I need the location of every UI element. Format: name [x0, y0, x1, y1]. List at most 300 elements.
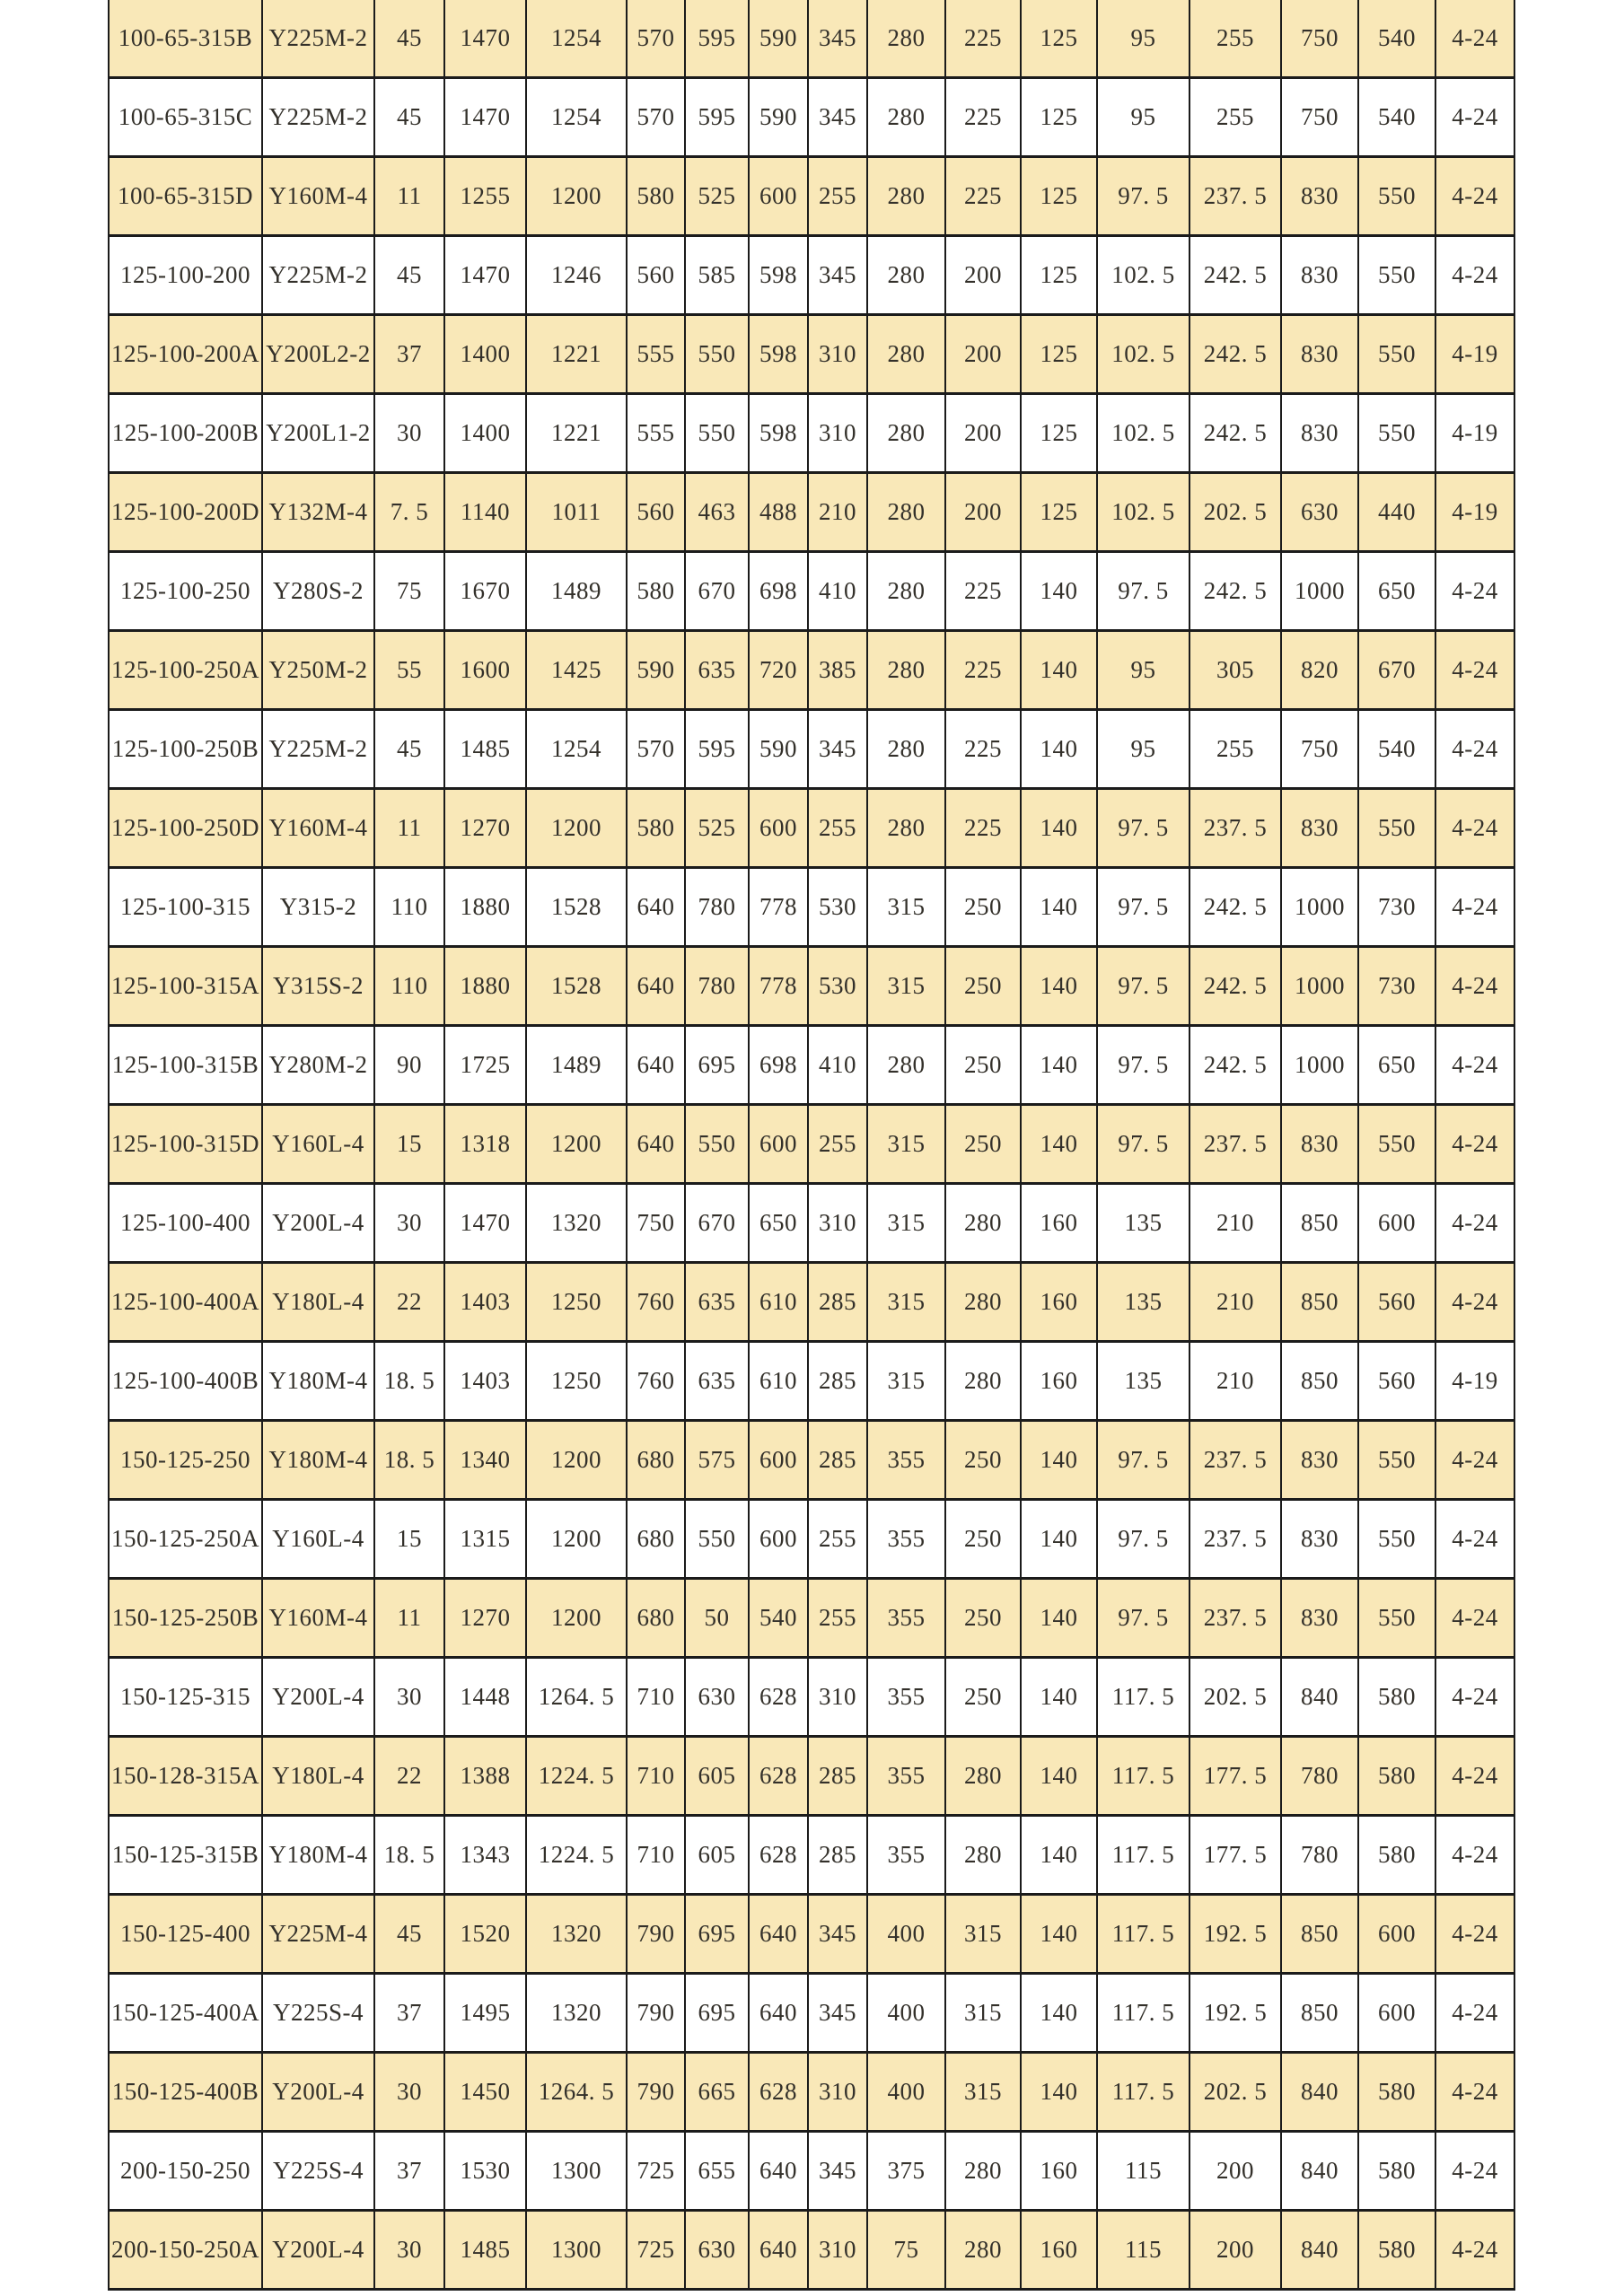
motor-model-cell: Y160M-4: [262, 789, 374, 868]
table-cell: 595: [685, 710, 749, 789]
table-cell: 117. 5: [1097, 1974, 1189, 2053]
table-cell: 45: [374, 0, 444, 78]
pump-model-cell: 125-100-250: [109, 552, 262, 631]
table-cell: 850: [1281, 1263, 1358, 1342]
motor-model-cell: Y180M-4: [262, 1421, 374, 1500]
table-cell: 210: [1189, 1184, 1281, 1263]
table-cell: 580: [627, 789, 685, 868]
table-cell: 635: [685, 631, 749, 710]
table-cell: 1388: [444, 1737, 526, 1816]
table-cell: 1425: [526, 631, 627, 710]
table-cell: 1140: [444, 473, 526, 552]
table-cell: 4-24: [1435, 157, 1514, 236]
table-cell: 4-24: [1435, 1658, 1514, 1737]
table-cell: 37: [374, 315, 444, 394]
table-cell: 225: [945, 789, 1021, 868]
table-row: [109, 1421, 1514, 1500]
table-cell: 255: [1189, 78, 1281, 157]
table-cell: 850: [1281, 1184, 1358, 1263]
table-cell: 1489: [526, 1026, 627, 1105]
table-cell: 628: [749, 1816, 808, 1895]
table-cell: 4-24: [1435, 1895, 1514, 1974]
table-cell: 255: [808, 789, 867, 868]
table-cell: 1224. 5: [526, 1816, 627, 1895]
motor-model-cell: Y225M-2: [262, 710, 374, 789]
table-cell: 345: [808, 1895, 867, 1974]
table-cell: 285: [808, 1263, 867, 1342]
table-cell: 610: [749, 1263, 808, 1342]
table-cell: 310: [808, 1658, 867, 1737]
table-cell: 680: [627, 1579, 685, 1658]
motor-model-cell: Y200L-4: [262, 2053, 374, 2132]
motor-model-cell: Y200L1-2: [262, 394, 374, 473]
table-cell: 550: [1358, 394, 1435, 473]
table-cell: 580: [627, 552, 685, 631]
table-cell: 140: [1021, 1421, 1097, 1500]
table-cell: 280: [945, 1816, 1021, 1895]
table-cell: 140: [1021, 2053, 1097, 2132]
table-cell: 117. 5: [1097, 1816, 1189, 1895]
table-cell: 385: [808, 631, 867, 710]
table-cell: 760: [627, 1342, 685, 1421]
pump-model-cell: 150-125-250: [109, 1421, 262, 1500]
table-cell: 725: [627, 2211, 685, 2290]
table-cell: 570: [627, 0, 685, 78]
table-cell: 830: [1281, 1579, 1358, 1658]
table-cell: 202. 5: [1189, 1658, 1281, 1737]
table-cell: 140: [1021, 1895, 1097, 1974]
table-cell: 725: [627, 2132, 685, 2211]
table-row: [109, 473, 1514, 552]
pump-model-cell: 125-100-315B: [109, 1026, 262, 1105]
table-row: [109, 1263, 1514, 1342]
table-cell: 550: [1358, 315, 1435, 394]
table-cell: 670: [685, 1184, 749, 1263]
table-cell: 550: [1358, 1105, 1435, 1184]
table-cell: 250: [945, 1026, 1021, 1105]
table-cell: 75: [374, 552, 444, 631]
table-cell: 1343: [444, 1816, 526, 1895]
table-cell: 18. 5: [374, 1342, 444, 1421]
table-cell: 600: [1358, 1895, 1435, 1974]
table-cell: 110: [374, 947, 444, 1026]
table-cell: 640: [749, 1974, 808, 2053]
table-cell: 315: [867, 1342, 945, 1421]
table-cell: 655: [685, 2132, 749, 2211]
table-cell: 140: [1021, 868, 1097, 947]
table-cell: 4-24: [1435, 1737, 1514, 1816]
table-cell: 665: [685, 2053, 749, 2132]
table-cell: 698: [749, 1026, 808, 1105]
table-cell: 4-24: [1435, 2211, 1514, 2290]
table-cell: 4-24: [1435, 2053, 1514, 2132]
table-cell: 780: [1281, 1737, 1358, 1816]
table-cell: 1250: [526, 1263, 627, 1342]
table-cell: 555: [627, 394, 685, 473]
table-cell: 4-24: [1435, 552, 1514, 631]
table-cell: 37: [374, 2132, 444, 2211]
table-cell: 1725: [444, 1026, 526, 1105]
table-cell: 97. 5: [1097, 947, 1189, 1026]
table-cell: 1320: [526, 1974, 627, 2053]
table-cell: 200: [945, 394, 1021, 473]
table-cell: 210: [1189, 1342, 1281, 1421]
table-cell: 255: [808, 1105, 867, 1184]
table-cell: 840: [1281, 2053, 1358, 2132]
table-cell: 750: [1281, 0, 1358, 78]
table-row: [109, 394, 1514, 473]
table-cell: 1000: [1281, 552, 1358, 631]
table-cell: 790: [627, 1974, 685, 2053]
motor-model-cell: Y200L-4: [262, 1184, 374, 1263]
table-cell: 1403: [444, 1342, 526, 1421]
motor-model-cell: Y200L-4: [262, 2211, 374, 2290]
table-cell: 550: [1358, 1421, 1435, 1500]
table-cell: 30: [374, 2053, 444, 2132]
table-cell: 97. 5: [1097, 1500, 1189, 1579]
motor-model-cell: Y280S-2: [262, 552, 374, 631]
table-row: [109, 552, 1514, 631]
motor-model-cell: Y160L-4: [262, 1105, 374, 1184]
table-cell: 790: [627, 2053, 685, 2132]
table-cell: 590: [627, 631, 685, 710]
table-cell: 250: [945, 1579, 1021, 1658]
pump-model-cell: 150-125-250B: [109, 1579, 262, 1658]
table-cell: 840: [1281, 1658, 1358, 1737]
table-cell: 1000: [1281, 1026, 1358, 1105]
table-cell: 355: [867, 1816, 945, 1895]
table-cell: 1270: [444, 1579, 526, 1658]
table-cell: 830: [1281, 394, 1358, 473]
table-cell: 200: [945, 315, 1021, 394]
table-cell: 280: [867, 552, 945, 631]
table-cell: 1000: [1281, 947, 1358, 1026]
table-cell: 680: [627, 1500, 685, 1579]
table-cell: 600: [1358, 1974, 1435, 2053]
table-cell: 4-24: [1435, 236, 1514, 315]
table-cell: 97. 5: [1097, 1105, 1189, 1184]
motor-model-cell: Y225M-2: [262, 78, 374, 157]
table-cell: 840: [1281, 2211, 1358, 2290]
table-cell: 90: [374, 1026, 444, 1105]
table-cell: 280: [867, 78, 945, 157]
table-cell: 242. 5: [1189, 1026, 1281, 1105]
table-cell: 550: [1358, 789, 1435, 868]
table-cell: 250: [945, 1421, 1021, 1500]
table-row: [109, 157, 1514, 236]
table-cell: 1315: [444, 1500, 526, 1579]
table-cell: 600: [749, 789, 808, 868]
table-cell: 140: [1021, 1974, 1097, 2053]
motor-model-cell: Y280M-2: [262, 1026, 374, 1105]
table-cell: 125: [1021, 0, 1097, 78]
table-cell: 730: [1358, 868, 1435, 947]
table-cell: 1200: [526, 789, 627, 868]
table-cell: 280: [867, 394, 945, 473]
table-cell: 4-24: [1435, 1579, 1514, 1658]
table-cell: 315: [945, 2053, 1021, 2132]
table-cell: 11: [374, 789, 444, 868]
table-cell: 1600: [444, 631, 526, 710]
pump-model-cell: 150-125-400A: [109, 1974, 262, 2053]
table-cell: 560: [627, 473, 685, 552]
table-cell: 540: [1358, 710, 1435, 789]
table-body: [109, 0, 1514, 2290]
table-cell: 550: [685, 1105, 749, 1184]
table-cell: 778: [749, 947, 808, 1026]
table-cell: 4-24: [1435, 1500, 1514, 1579]
table-cell: 780: [1281, 1816, 1358, 1895]
table-cell: 345: [808, 236, 867, 315]
pump-model-cell: 150-125-400B: [109, 2053, 262, 2132]
table-cell: 140: [1021, 789, 1097, 868]
table-cell: 30: [374, 394, 444, 473]
pump-model-cell: 125-100-200B: [109, 394, 262, 473]
table-cell: 628: [749, 1658, 808, 1737]
table-cell: 225: [945, 157, 1021, 236]
table-cell: 1246: [526, 236, 627, 315]
table-cell: 315: [867, 1184, 945, 1263]
table-cell: 555: [627, 315, 685, 394]
table-cell: 255: [808, 157, 867, 236]
table-row: [109, 1816, 1514, 1895]
table-cell: 830: [1281, 157, 1358, 236]
table-cell: 780: [685, 947, 749, 1026]
pump-model-cell: 125-100-250B: [109, 710, 262, 789]
table-cell: 600: [749, 1421, 808, 1500]
table-cell: 200: [1189, 2211, 1281, 2290]
table-cell: 1320: [526, 1184, 627, 1263]
pump-model-cell: 100-65-315D: [109, 157, 262, 236]
table-cell: 237. 5: [1189, 789, 1281, 868]
table-cell: 4-24: [1435, 1421, 1514, 1500]
table-cell: 1485: [444, 710, 526, 789]
table-cell: 750: [627, 1184, 685, 1263]
table-cell: 635: [685, 1263, 749, 1342]
table-row: [109, 1342, 1514, 1421]
table-row: [109, 1974, 1514, 2053]
table-cell: 1255: [444, 157, 526, 236]
table-cell: 4-24: [1435, 0, 1514, 78]
table-cell: 125: [1021, 473, 1097, 552]
table-cell: 1221: [526, 315, 627, 394]
table-cell: 640: [627, 947, 685, 1026]
table-cell: 1470: [444, 78, 526, 157]
table-cell: 590: [749, 0, 808, 78]
table-cell: 117. 5: [1097, 1658, 1189, 1737]
table-cell: 210: [1189, 1263, 1281, 1342]
table-row: [109, 2211, 1514, 2290]
table-cell: 192. 5: [1189, 1895, 1281, 1974]
table-cell: 698: [749, 552, 808, 631]
table-cell: 160: [1021, 1342, 1097, 1421]
table-cell: 400: [867, 2053, 945, 2132]
table-cell: 310: [808, 315, 867, 394]
table-cell: 117. 5: [1097, 1737, 1189, 1816]
table-cell: 1200: [526, 1105, 627, 1184]
table-cell: 4-24: [1435, 1816, 1514, 1895]
table-cell: 1224. 5: [526, 1737, 627, 1816]
table-cell: 310: [808, 394, 867, 473]
table-cell: 237. 5: [1189, 1105, 1281, 1184]
table-cell: 640: [749, 2132, 808, 2211]
table-cell: 580: [627, 157, 685, 236]
table-cell: 1450: [444, 2053, 526, 2132]
table-cell: 600: [1358, 1184, 1435, 1263]
table-cell: 1200: [526, 1579, 627, 1658]
table-cell: 125: [1021, 78, 1097, 157]
table-cell: 18. 5: [374, 1816, 444, 1895]
pump-model-cell: 200-150-250A: [109, 2211, 262, 2290]
motor-model-cell: Y225M-2: [262, 0, 374, 78]
table-cell: 225: [945, 631, 1021, 710]
table-cell: 95: [1097, 710, 1189, 789]
table-cell: 463: [685, 473, 749, 552]
table-row: [109, 1500, 1514, 1579]
table-cell: 640: [627, 1105, 685, 1184]
table-cell: 720: [749, 631, 808, 710]
table-cell: 598: [749, 315, 808, 394]
table-cell: 280: [945, 1263, 1021, 1342]
table-cell: 345: [808, 2132, 867, 2211]
table-row: [109, 1895, 1514, 1974]
table-cell: 102. 5: [1097, 236, 1189, 315]
table-cell: 97. 5: [1097, 789, 1189, 868]
motor-model-cell: Y180M-4: [262, 1816, 374, 1895]
table-cell: 315: [867, 868, 945, 947]
table-cell: 1318: [444, 1105, 526, 1184]
pump-model-cell: 125-100-315: [109, 868, 262, 947]
table-cell: 95: [1097, 0, 1189, 78]
table-cell: 4-24: [1435, 789, 1514, 868]
table-cell: 242. 5: [1189, 868, 1281, 947]
table-cell: 97. 5: [1097, 868, 1189, 947]
table-cell: 830: [1281, 789, 1358, 868]
table-cell: 488: [749, 473, 808, 552]
table-cell: 345: [808, 1974, 867, 2053]
table-cell: 97. 5: [1097, 157, 1189, 236]
table-row: [109, 631, 1514, 710]
table-cell: 4-24: [1435, 2132, 1514, 2211]
table-cell: 525: [685, 157, 749, 236]
table-row: [109, 1026, 1514, 1105]
table-cell: 560: [1358, 1263, 1435, 1342]
table-cell: 280: [945, 1737, 1021, 1816]
table-cell: 225: [945, 78, 1021, 157]
table-cell: 310: [808, 2053, 867, 2132]
table-cell: 237. 5: [1189, 1421, 1281, 1500]
motor-model-cell: Y160M-4: [262, 157, 374, 236]
table-cell: 140: [1021, 552, 1097, 631]
table-cell: 237. 5: [1189, 1579, 1281, 1658]
table-cell: 595: [685, 78, 749, 157]
table-row: [109, 78, 1514, 157]
table-cell: 117. 5: [1097, 1895, 1189, 1974]
table-cell: 400: [867, 1895, 945, 1974]
table-cell: 750: [1281, 78, 1358, 157]
table-cell: 760: [627, 1263, 685, 1342]
table-cell: 280: [867, 631, 945, 710]
table-cell: 590: [749, 710, 808, 789]
table-cell: 140: [1021, 1816, 1097, 1895]
table-cell: 97. 5: [1097, 1579, 1189, 1658]
table-cell: 250: [945, 1105, 1021, 1184]
table-cell: 540: [1358, 78, 1435, 157]
motor-model-cell: Y225S-4: [262, 1974, 374, 2053]
table-cell: 730: [1358, 947, 1435, 1026]
table-row: [109, 1579, 1514, 1658]
table-cell: 280: [945, 2132, 1021, 2211]
table-cell: 550: [685, 394, 749, 473]
table-cell: 225: [945, 552, 1021, 631]
motor-model-cell: Y225S-4: [262, 2132, 374, 2211]
table-cell: 1489: [526, 552, 627, 631]
table-cell: 280: [945, 1342, 1021, 1421]
table-cell: 160: [1021, 2132, 1097, 2211]
table-row: [109, 1737, 1514, 1816]
pump-model-cell: 125-100-315D: [109, 1105, 262, 1184]
motor-model-cell: Y225M-4: [262, 1895, 374, 1974]
motor-model-cell: Y160M-4: [262, 1579, 374, 1658]
table-cell: 37: [374, 1974, 444, 2053]
table-row: [109, 1184, 1514, 1263]
table-cell: 45: [374, 1895, 444, 1974]
table-cell: 610: [749, 1342, 808, 1421]
table-row: [109, 315, 1514, 394]
table-cell: 140: [1021, 1737, 1097, 1816]
motor-model-cell: Y315-2: [262, 868, 374, 947]
table-cell: 540: [749, 1579, 808, 1658]
table-cell: 4-24: [1435, 78, 1514, 157]
table-cell: 140: [1021, 1026, 1097, 1105]
table-cell: 580: [1358, 1658, 1435, 1737]
table-cell: 315: [867, 947, 945, 1026]
table-cell: 550: [1358, 236, 1435, 315]
table-cell: 345: [808, 0, 867, 78]
pump-spec-table: [108, 0, 1515, 2291]
motor-model-cell: Y225M-2: [262, 236, 374, 315]
table-cell: 580: [1358, 1737, 1435, 1816]
table-cell: 790: [627, 1895, 685, 1974]
table-cell: 1270: [444, 789, 526, 868]
table-cell: 778: [749, 868, 808, 947]
table-cell: 590: [749, 78, 808, 157]
table-cell: 192. 5: [1189, 1974, 1281, 2053]
table-cell: 440: [1358, 473, 1435, 552]
table-cell: 850: [1281, 1974, 1358, 2053]
table-cell: 125: [1021, 157, 1097, 236]
table-cell: 1200: [526, 1421, 627, 1500]
motor-model-cell: Y180M-4: [262, 1342, 374, 1421]
table-cell: 530: [808, 947, 867, 1026]
table-cell: 4-24: [1435, 710, 1514, 789]
table-cell: 200: [945, 236, 1021, 315]
table-cell: 650: [1358, 1026, 1435, 1105]
table-cell: 115: [1097, 2132, 1189, 2211]
pump-model-cell: 125-100-250D: [109, 789, 262, 868]
table-cell: 102. 5: [1097, 315, 1189, 394]
table-cell: 255: [808, 1579, 867, 1658]
table-cell: 1254: [526, 78, 627, 157]
table-cell: 4-19: [1435, 473, 1514, 552]
table-cell: 250: [945, 1658, 1021, 1737]
motor-model-cell: Y132M-4: [262, 473, 374, 552]
table-cell: 630: [1281, 473, 1358, 552]
table-cell: 530: [808, 868, 867, 947]
table-cell: 580: [1358, 2053, 1435, 2132]
table-cell: 355: [867, 1421, 945, 1500]
table-cell: 628: [749, 1737, 808, 1816]
